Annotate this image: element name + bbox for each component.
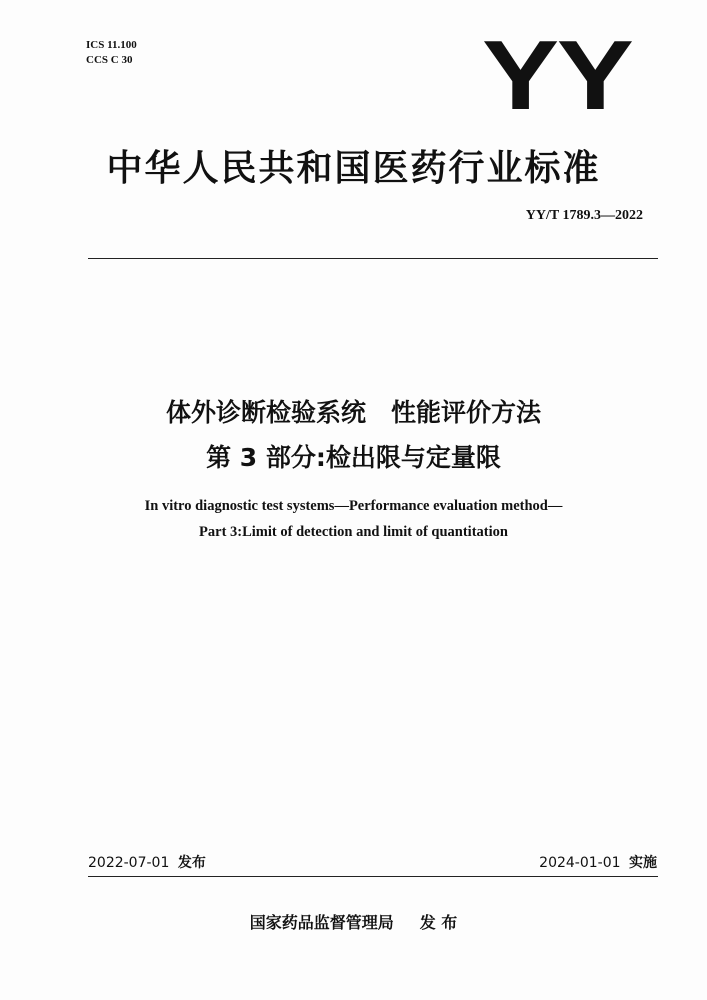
issue-date: 2022-07-01 xyxy=(88,855,170,871)
ccs-code: CCS C 30 xyxy=(86,54,133,66)
bottom-divider xyxy=(88,876,658,877)
classification-codes xyxy=(86,38,137,68)
publisher-name: 国家药品监督管理局 xyxy=(249,913,394,932)
issue-date-block xyxy=(88,852,206,872)
chinese-title-line-2: 第 3 部分:检出限与定量限 xyxy=(206,443,501,472)
implement-date-block xyxy=(539,852,657,872)
issue-label: 发布 xyxy=(177,855,206,871)
english-title-line-2: Part 3:Limit of detection and limit of quantitation xyxy=(199,524,508,540)
implement-label: 实施 xyxy=(629,855,657,871)
org-title: 中华人民共和国医药行业标准 xyxy=(106,148,601,189)
implement-date: 2024-01-01 xyxy=(539,855,621,871)
chinese-title-line-1: 体外诊断检验系统 性能评价方法 xyxy=(165,398,541,427)
english-title-line-1: In vitro diagnostic test systems—Performance evaluation method— xyxy=(144,498,563,514)
standard-number: YY/T 1789.3—2022 xyxy=(525,208,643,223)
publisher-label: 发 布 xyxy=(419,913,458,932)
yy-logo: YY xyxy=(482,20,632,130)
top-divider xyxy=(88,258,658,259)
publisher-line xyxy=(0,910,707,933)
ics-code: ICS 11.100 xyxy=(86,39,137,51)
